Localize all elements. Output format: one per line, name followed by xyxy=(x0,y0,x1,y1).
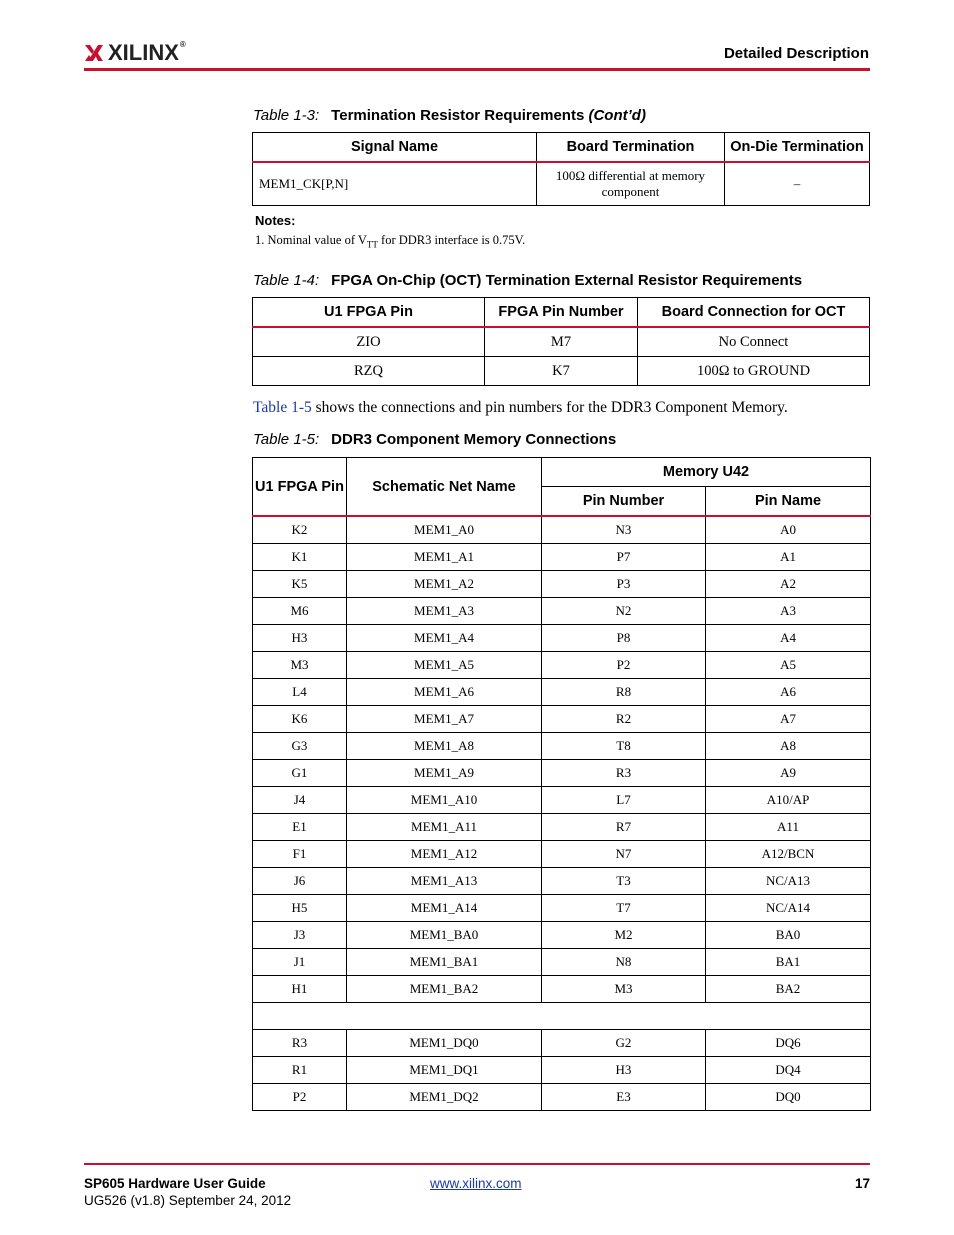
col-header-signal-name: Signal Name xyxy=(253,133,537,163)
table-cell: BA1 xyxy=(706,949,871,976)
table-cell: H5 xyxy=(253,895,347,922)
col-header-fpga-pin: U1 FPGA Pin xyxy=(253,458,347,517)
table-cell: P7 xyxy=(542,544,706,571)
oct-termination-table xyxy=(252,297,870,386)
table-cell: A11 xyxy=(706,814,871,841)
table-cell: MEM1_A8 xyxy=(347,733,542,760)
table-cell: J6 xyxy=(253,868,347,895)
table-cell: K1 xyxy=(253,544,347,571)
table-cell: A5 xyxy=(706,652,871,679)
table-cell: T7 xyxy=(542,895,706,922)
footer-doc-version: UG526 (v1.8) September 24, 2012 xyxy=(84,1193,292,1208)
table-cell: L4 xyxy=(253,679,347,706)
footer-rule xyxy=(84,1163,870,1165)
table-cell: K2 xyxy=(253,516,347,544)
table-cell: A9 xyxy=(706,760,871,787)
table-cell: NC/A13 xyxy=(706,868,871,895)
table-cell: MEM1_A2 xyxy=(347,571,542,598)
table-row xyxy=(253,1084,871,1111)
ddr3-table-body xyxy=(253,516,871,1111)
table-cell: MEM1_A14 xyxy=(347,895,542,922)
table-row xyxy=(253,162,870,206)
table-cell: H1 xyxy=(253,976,347,1003)
table-cell: A1 xyxy=(706,544,871,571)
table-cell: BA0 xyxy=(706,922,871,949)
table-row xyxy=(253,357,870,386)
col-header-memory-group: Memory U42 xyxy=(542,458,871,487)
xilinx-logo xyxy=(84,40,186,66)
table-row xyxy=(253,544,871,571)
footer-website-link[interactable]: www.xilinx.com xyxy=(430,1176,522,1191)
col-header-pin-name: Pin Name xyxy=(706,487,871,517)
table-row xyxy=(253,625,871,652)
table-cell: K6 xyxy=(253,706,347,733)
table-cell: 100Ω to GROUND xyxy=(638,357,870,386)
table-cell: M3 xyxy=(253,652,347,679)
separator-row xyxy=(253,1003,871,1030)
table-cell: A2 xyxy=(706,571,871,598)
table-cell: A7 xyxy=(706,706,871,733)
table-4-caption: Table 1-4: FPGA On-Chip (OCT) Termination External Resistor Requirements xyxy=(253,272,803,289)
table-cell: MEM1_BA1 xyxy=(347,949,542,976)
table-row xyxy=(253,1030,871,1057)
table-cell: NC/A14 xyxy=(706,895,871,922)
table-cell: P3 xyxy=(542,571,706,598)
table-cell: N2 xyxy=(542,598,706,625)
col-header-board-connection: Board Connection for OCT xyxy=(638,298,870,328)
table-cell: MEM1_A4 xyxy=(347,625,542,652)
board-termination-cell: 100Ω differential at memory component xyxy=(537,162,725,206)
table-cell: G2 xyxy=(542,1030,706,1057)
table-cell: H3 xyxy=(542,1057,706,1084)
table-cell: M6 xyxy=(253,598,347,625)
col-header-on-die-termination: On-Die Termination xyxy=(725,133,870,163)
table-cell: A0 xyxy=(706,516,871,544)
signal-name-cell: MEM1_CK[P,N] xyxy=(253,162,537,206)
table-5-caption: Table 1-5: DDR3 Component Memory Connections xyxy=(253,431,617,448)
table-cell: N3 xyxy=(542,516,706,544)
table-cell: J1 xyxy=(253,949,347,976)
table-cell: E3 xyxy=(542,1084,706,1111)
table-cell: MEM1_A12 xyxy=(347,841,542,868)
table-cell: M7 xyxy=(485,327,638,357)
termination-table xyxy=(252,132,870,206)
table-cell: ZIO xyxy=(253,327,485,357)
table-cell: MEM1_A9 xyxy=(347,760,542,787)
note-1: 1. Nominal value of $V_{TT}$ for DDR3 interface is 0.75V. xyxy=(255,233,526,250)
col-header-fpga-pin-number: FPGA Pin Number xyxy=(485,298,638,328)
table-3-caption: Table 1-3: Termination Resistor Requirements (Cont’d) xyxy=(253,107,646,124)
table-cell: DQ6 xyxy=(706,1030,871,1057)
table-row xyxy=(253,571,871,598)
table-cell: J3 xyxy=(253,922,347,949)
table-row xyxy=(253,787,871,814)
table-row xyxy=(253,327,870,357)
logo-wordmark: XILINX® xyxy=(108,40,186,65)
table-cell: MEM1_A0 xyxy=(347,516,542,544)
table-cell: MEM1_DQ2 xyxy=(347,1084,542,1111)
table-row xyxy=(253,733,871,760)
table-cell: MEM1_A10 xyxy=(347,787,542,814)
table-row xyxy=(253,949,871,976)
table-row xyxy=(253,976,871,1003)
table-cell: P8 xyxy=(542,625,706,652)
page-number: 17 xyxy=(854,1176,870,1191)
table-cell: MEM1_DQ1 xyxy=(347,1057,542,1084)
table-cell: RZQ xyxy=(253,357,485,386)
footer-doc-title: SP605 Hardware User Guide xyxy=(84,1176,266,1191)
table-cell: N7 xyxy=(542,841,706,868)
table-cell: R8 xyxy=(542,679,706,706)
table-row xyxy=(253,922,871,949)
table-cell: G1 xyxy=(253,760,347,787)
table-cell: MEM1_A3 xyxy=(347,598,542,625)
table-cell: R3 xyxy=(253,1030,347,1057)
col-header-net-name: Schematic Net Name xyxy=(347,458,542,517)
table-cell: MEM1_A13 xyxy=(347,868,542,895)
xilinx-logo-icon xyxy=(84,43,104,63)
table-cell: M2 xyxy=(542,922,706,949)
table-cell: A6 xyxy=(706,679,871,706)
col-header-board-termination: Board Termination xyxy=(537,133,725,163)
table-cell: A8 xyxy=(706,733,871,760)
table-row xyxy=(253,895,871,922)
table-cell: BA2 xyxy=(706,976,871,1003)
separator-cell xyxy=(253,1003,871,1030)
table-cell: J4 xyxy=(253,787,347,814)
table-row xyxy=(253,760,871,787)
table-1-5-link[interactable]: Table 1-5 xyxy=(253,399,312,416)
table-cell: DQ4 xyxy=(706,1057,871,1084)
table-cell: DQ0 xyxy=(706,1084,871,1111)
table-cell: P2 xyxy=(253,1084,347,1111)
table-cell: T8 xyxy=(542,733,706,760)
notes-label: Notes: xyxy=(255,213,296,228)
table-cell: MEM1_BA0 xyxy=(347,922,542,949)
table-row xyxy=(253,516,871,544)
table-cell: G3 xyxy=(253,733,347,760)
table-cell: MEM1_A1 xyxy=(347,544,542,571)
table-row xyxy=(253,841,871,868)
table-row xyxy=(253,652,871,679)
table-cell: MEM1_A7 xyxy=(347,706,542,733)
table-row xyxy=(253,598,871,625)
table-cell: R2 xyxy=(542,706,706,733)
table-cell: M3 xyxy=(542,976,706,1003)
table-cell: A12/BCN xyxy=(706,841,871,868)
table-row xyxy=(253,814,871,841)
table-cell: MEM1_A6 xyxy=(347,679,542,706)
table-row xyxy=(253,1057,871,1084)
table-cell: L7 xyxy=(542,787,706,814)
table-cell: H3 xyxy=(253,625,347,652)
table-cell: P2 xyxy=(542,652,706,679)
on-die-termination-cell: – xyxy=(725,162,870,206)
table-cell: T3 xyxy=(542,868,706,895)
table-cell: R7 xyxy=(542,814,706,841)
table-cell: R1 xyxy=(253,1057,347,1084)
header-rule xyxy=(84,68,870,71)
table-row xyxy=(253,679,871,706)
table-cell: K5 xyxy=(253,571,347,598)
table-cell: F1 xyxy=(253,841,347,868)
section-title: Detailed Description xyxy=(723,45,869,62)
body-paragraph: Table 1-5 shows the connections and pin numbers for the DDR3 Component Memory. xyxy=(253,399,788,416)
table-cell: A10/AP xyxy=(706,787,871,814)
table-row xyxy=(253,706,871,733)
col-header-pin-number: Pin Number xyxy=(542,487,706,517)
table-cell: MEM1_BA2 xyxy=(347,976,542,1003)
col-header-fpga-pin: U1 FPGA Pin xyxy=(253,298,485,328)
table-cell: E1 xyxy=(253,814,347,841)
table-cell: R3 xyxy=(542,760,706,787)
table-cell: MEM1_DQ0 xyxy=(347,1030,542,1057)
table-cell: MEM1_A11 xyxy=(347,814,542,841)
table-cell: A4 xyxy=(706,625,871,652)
table-cell: N8 xyxy=(542,949,706,976)
table-cell: No Connect xyxy=(638,327,870,357)
table-cell: A3 xyxy=(706,598,871,625)
ddr3-connections-table xyxy=(252,457,871,1111)
table-cell: MEM1_A5 xyxy=(347,652,542,679)
table-row xyxy=(253,868,871,895)
table-cell: K7 xyxy=(485,357,638,386)
